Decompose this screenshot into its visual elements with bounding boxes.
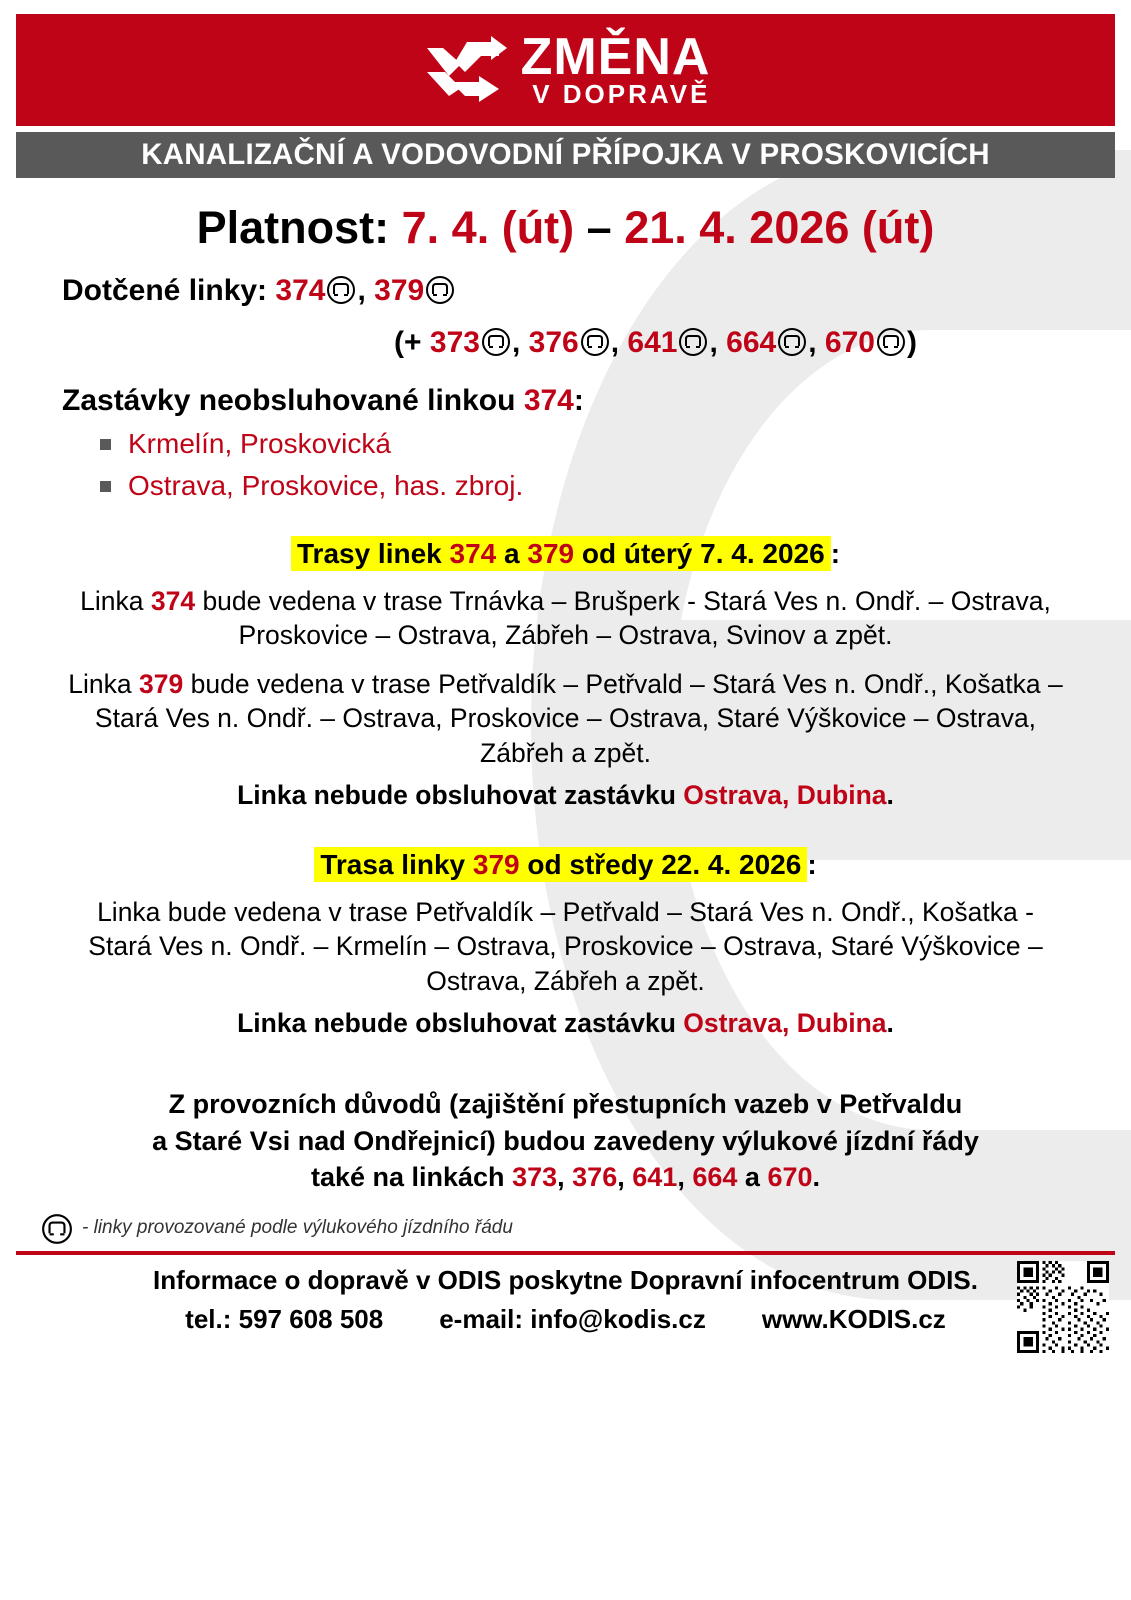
sep: , [709,326,718,359]
validity-from: 7. 4. (út) [401,202,575,253]
section2-heading [0,849,1131,881]
validity-dash: – [586,202,612,253]
s2-note-post: . [886,1007,894,1038]
section2-heading-highlight [314,847,807,882]
line-number: 641 [632,1161,678,1192]
stop-name: Ostrava, Dubina [683,1007,887,1038]
section1-paragraph-374 [64,584,1067,653]
p1-post: bude vedena v trase Trnávka – Brušperk - Stará Ves n. Ondř. – Ostrava, Proskovice – Ostrava, Zábřeh – Ostrava, Svinov a zpět. [202,586,1051,651]
list-item: Ostrava, Proskovice, has. zbroj. [98,470,1131,502]
unserved-stops-list [0,428,1131,502]
sep: , [808,326,817,359]
notice-line2: a Staré Vsi nad Ondřejnicí) budou zavedeny výlukové jízdní řády [152,1125,979,1156]
s1-h-c: od úterý 7. 4. 2026 [581,538,825,569]
line-number: 373 [429,326,480,359]
bus-in-circle-icon [777,327,807,357]
stop-name: Ostrava, Dubina [683,780,887,811]
footer [16,1265,1115,1335]
line-number: 374 [275,274,326,307]
bus-in-circle-icon [326,275,356,305]
bus-in-circle-icon [41,1213,71,1243]
additional-suffix: ) [906,326,917,359]
unserved-title-suffix: : [573,384,584,417]
line-number: 374 [449,538,497,569]
line-number: 373 [512,1161,558,1192]
s2-h-b: od středy 22. 4. 2026 [527,848,802,880]
unserved-title-prefix: Zastávky neobsluhované linkou [62,384,516,417]
s1-h-colon: : [830,538,841,569]
validity-line [0,202,1131,254]
footnote-text: - linky provozované podle výlukového jízdního řádu [82,1216,513,1238]
line-number: 379 [527,538,575,569]
line-number: 670 [824,326,875,359]
line-number: 376 [528,326,579,359]
list-item: Krmelín, Proskovická [98,428,1131,460]
p2-post: bude vedena v trase Petřvaldík – Petřvald – Stará Ves n. Ondř., Košatka – Stará Ves n. Ondř. – Ostrava, Proskovice – Ostrava, Staré Výškovice – Ostrava, Zábřeh a zpět. [94,668,1063,768]
s1-note-pre: Linka nebude obsluhovat zastávku [237,780,676,811]
footer-web[interactable]: www.KODIS.cz [761,1303,946,1334]
notice-line3-pre: také na linkách [310,1161,505,1192]
sep: , [677,1161,685,1192]
section1-heading [0,538,1131,570]
sep: , [557,1161,565,1192]
sep: , [610,326,620,359]
notice-line1: Z provozních důvodů (zajištění přestupních vazeb v Petřvaldu [168,1089,963,1120]
bus-in-circle-icon [481,327,511,357]
s1-h-a: Trasy linek [296,538,442,569]
section1-note [64,778,1067,812]
sep: , [511,326,521,359]
additional-lines-row [0,326,1131,360]
line-number: 670 [767,1161,813,1192]
additional-prefix: (+ [394,326,422,359]
line-number: 664 [692,1161,738,1192]
footer-info: Informace o dopravě v ODIS poskytne Dopravní infocentrum ODIS. [153,1264,978,1295]
bus-in-circle-icon [876,327,906,357]
footer-contacts [16,1304,1115,1335]
header-banner [16,14,1115,126]
affected-lines-label: Dotčené linky: [62,274,268,307]
logo [421,27,711,110]
line-number: 379 [374,274,425,307]
s2-h-a: Trasa linky [320,848,466,880]
line-number: 641 [627,326,678,359]
subtitle-text: KANALIZAČNÍ A VODOVODNÍ PŘÍPOJKA V PROSKOVICÍCH [141,138,990,171]
sep: , [617,1161,625,1192]
arrows-change-icon [421,34,507,106]
validity-label: Platnost: [196,202,390,253]
footer-email[interactable]: e-mail: info@kodis.cz [439,1303,706,1334]
operational-notice [74,1086,1057,1195]
validity-to: 21. 4. 2026 (út) [624,202,935,253]
notice-line3-mid: a [744,1161,760,1192]
line-number: 376 [572,1161,618,1192]
s2-note-pre: Linka nebude obsluhovat zastávku [237,1007,676,1038]
subtitle-bar [16,132,1115,178]
s2-h-colon: : [807,848,817,880]
footer-tel: tel.: 597 608 508 [185,1303,384,1334]
section1-paragraph-379 [64,667,1067,770]
bus-in-circle-icon [580,327,610,357]
lines-separator: , [357,274,366,307]
bus-in-circle-icon [425,275,455,305]
line-number: 379 [472,848,520,880]
unserved-stops-title [0,384,1131,418]
s1-h-b: a [504,538,520,569]
footnote [40,1213,1131,1243]
section1-heading-highlight [291,536,831,571]
footer-divider [16,1251,1115,1255]
section2-paragraph: Linka bude vedena v trase Petřvaldík – Petřvald – Stará Ves n. Ondř., Košatka - Stará Ves n. Ondř. – Krmelín – Ostrava, Proskovice – Ostrava, Staré Výškovice – Ostrava, Zábřeh a zpět. [88,896,1043,996]
logo-text [520,27,711,110]
bus-in-circle-icon [678,327,708,357]
section2-note [64,1006,1067,1040]
qr-code-icon[interactable] [1017,1261,1109,1353]
p2-pre: Linka [68,668,132,699]
line-number: 374 [150,586,196,616]
line-number: 374 [523,384,574,417]
notice-line3 [74,1159,1057,1195]
logo-line2: V DOPRAVĚ [532,79,711,110]
s1-note-post: . [886,780,894,811]
notice-line3-post: . [812,1161,821,1192]
p1-pre: Linka [80,586,144,616]
line-number: 379 [139,668,184,699]
line-number: 664 [726,326,777,359]
affected-lines-row [0,274,1131,308]
logo-line1: ZMĚNA [520,27,711,86]
